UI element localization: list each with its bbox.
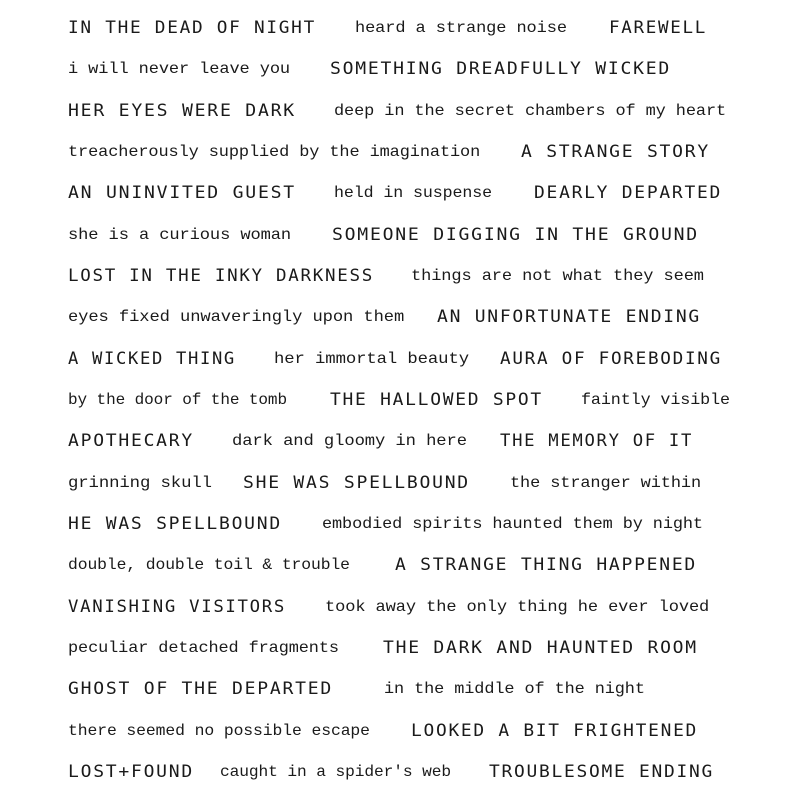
phrase-text: LOST+FOUND — [68, 762, 194, 781]
phrase-text: she is a curious woman — [68, 226, 292, 244]
phrase-text: GHOST OF THE DEPARTED — [68, 679, 333, 698]
phrase-row — [0, 347, 800, 388]
phrase-text: FAREWELL — [609, 18, 708, 37]
phrase-text: THE MEMORY OF IT — [500, 431, 694, 450]
phrase-text: A STRANGE STORY — [521, 142, 710, 161]
phrase-row — [0, 305, 800, 346]
phrase-text: deep in the secret chambers of my heart — [334, 102, 727, 120]
phrase-text: SHE WAS SPELLBOUND — [243, 473, 470, 492]
phrase-text: SOMEONE DIGGING IN THE GROUND — [332, 225, 699, 244]
phrase-text: things are not what they seem — [411, 267, 704, 285]
phrase-text: THE DARK AND HAUNTED ROOM — [383, 638, 698, 657]
phrase-row — [0, 223, 800, 264]
phrase-text: held in suspense — [334, 184, 492, 202]
phrase-row — [0, 471, 800, 512]
phrase-text: grinning skull — [68, 474, 212, 492]
phrase-text: peculiar detached fragments — [68, 639, 339, 657]
phrase-row — [0, 57, 800, 98]
phrase-text: APOTHECARY — [68, 431, 194, 450]
phrase-text: the stranger within — [510, 474, 702, 492]
phrase-row — [0, 99, 800, 140]
phrase-row — [0, 181, 800, 222]
phrase-text: faintly visible — [581, 391, 730, 409]
phrase-text: A WICKED THING — [68, 349, 236, 368]
phrase-row — [0, 553, 800, 594]
phrase-text: embodied spirits haunted them by night — [322, 515, 703, 533]
phrase-text: i will never leave you — [68, 60, 291, 78]
phrase-text: THE HALLOWED SPOT — [330, 390, 543, 409]
phrase-text: HE WAS SPELLBOUND — [68, 514, 282, 533]
phrase-text: double, double toil & trouble — [68, 556, 350, 574]
phrase-text: LOST IN THE INKY DARKNESS — [68, 266, 374, 285]
phrase-text: heard a strange noise — [355, 19, 567, 37]
phrase-text: DEARLY DEPARTED — [534, 183, 723, 202]
phrase-row — [0, 512, 800, 553]
phrase-row — [0, 595, 800, 636]
phrase-text: AURA OF FOREBODING — [500, 349, 722, 368]
phrase-text: A STRANGE THING HAPPENED — [395, 555, 698, 574]
phrase-row — [0, 16, 800, 57]
phrase-text: there seemed no possible escape — [68, 722, 370, 740]
phrase-row — [0, 140, 800, 181]
phrase-text: TROUBLESOME ENDING — [489, 762, 715, 781]
phrase-text: took away the only thing he ever loved — [325, 598, 710, 616]
phrase-row — [0, 719, 800, 760]
phrase-text: caught in a spider's web — [220, 763, 452, 781]
phrase-text: VANISHING VISITORS — [68, 597, 286, 616]
phrase-row — [0, 677, 800, 718]
phrase-text: treacherously supplied by the imagination — [68, 143, 481, 161]
phrase-text: in the middle of the night — [384, 680, 645, 698]
phrase-text: dark and gloomy in here — [232, 432, 467, 450]
phrase-text: LOOKED A BIT FRIGHTENED — [411, 721, 699, 740]
phrase-text: her immortal beauty — [274, 350, 469, 368]
phrase-text: AN UNFORTUNATE ENDING — [437, 307, 702, 326]
phrase-text: by the door of the tomb — [68, 391, 287, 409]
phrase-text: IN THE DEAD OF NIGHT — [68, 18, 316, 37]
phrase-text: HER EYES WERE DARK — [68, 101, 296, 120]
phrase-text: SOMETHING DREADFULLY WICKED — [330, 59, 672, 78]
phrase-row — [0, 388, 800, 429]
phrase-text: eyes fixed unwaveringly upon them — [68, 308, 405, 326]
phrase-row — [0, 429, 800, 470]
phrase-row — [0, 636, 800, 677]
phrase-row — [0, 264, 800, 305]
phrase-text: AN UNINVITED GUEST — [68, 183, 296, 202]
phrase-row — [0, 760, 800, 801]
